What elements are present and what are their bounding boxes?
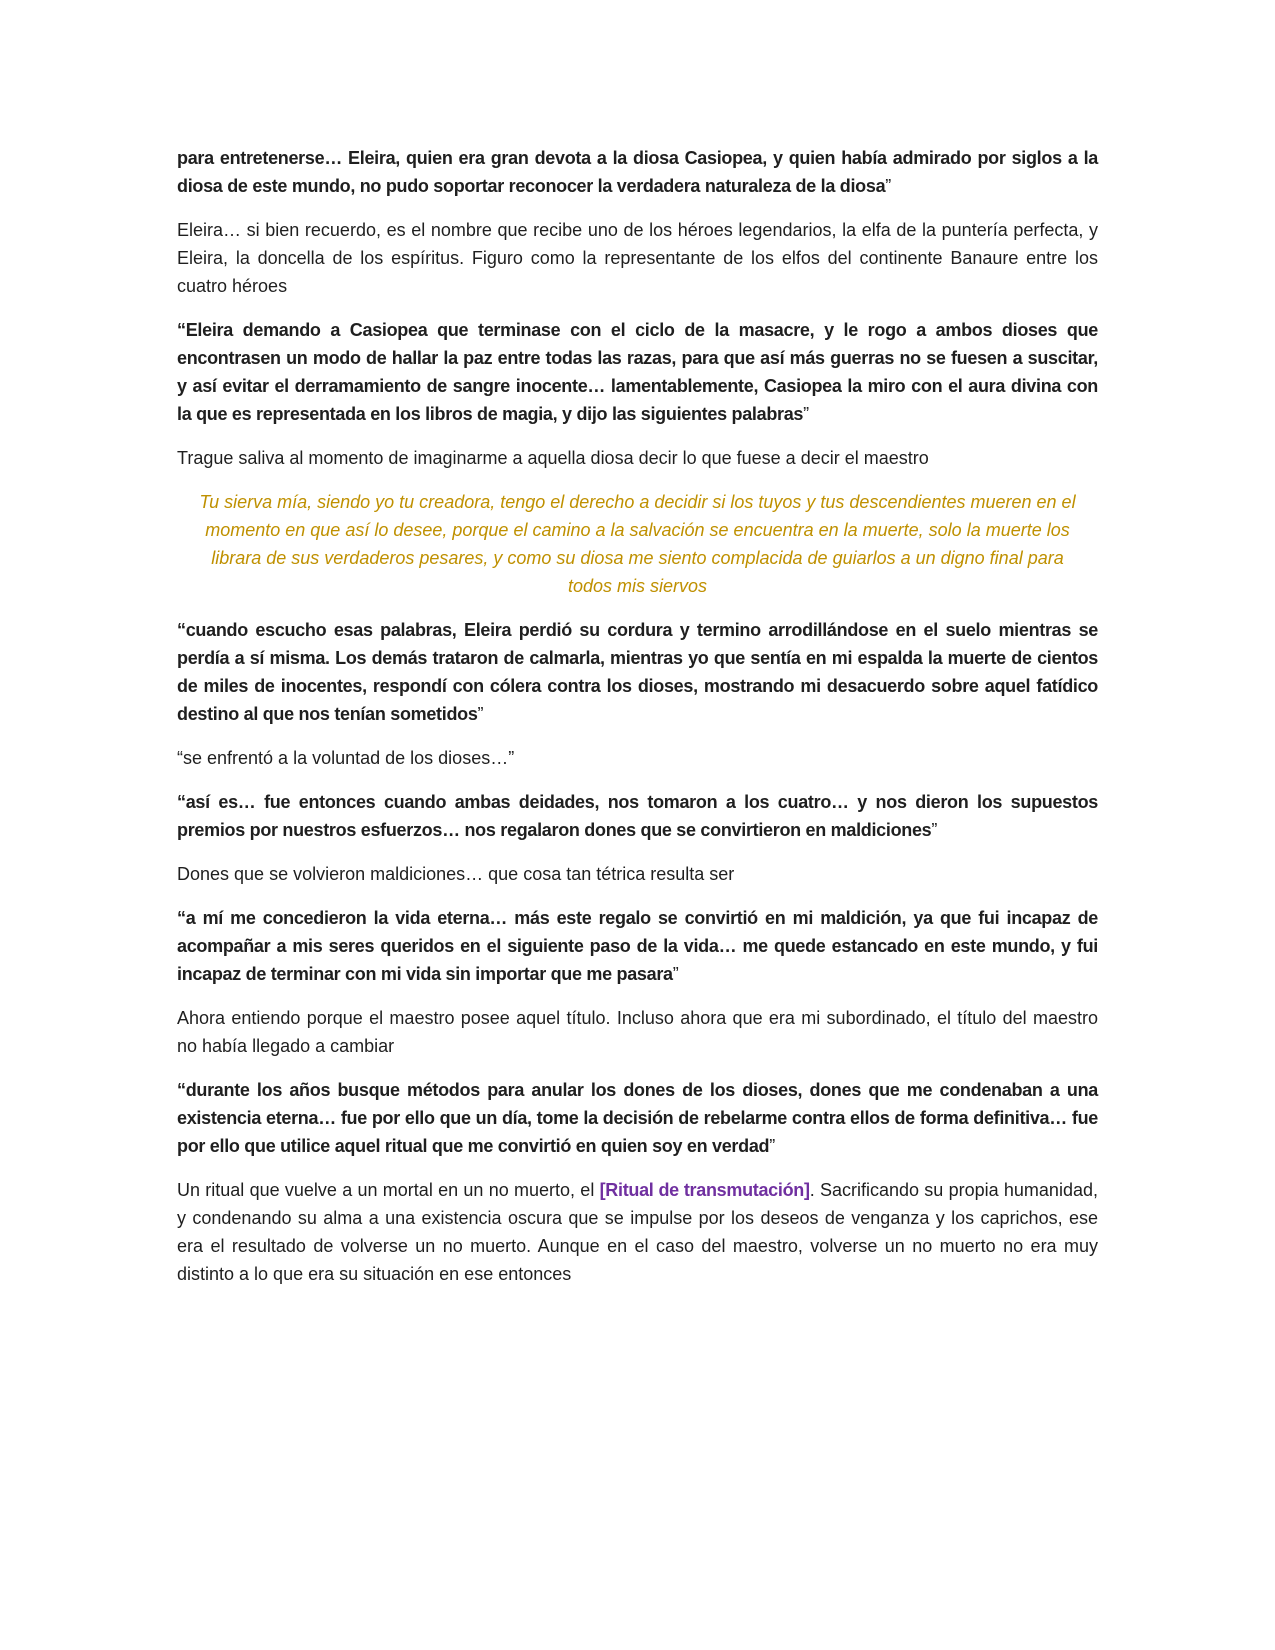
text-run: . Sacrificando su propia humanidad, y condenando su alma a una existencia oscura que se impulse por los deseos de venganza y los caprichos, ese era el resultado de volverse un no muerto. Aunque en el caso del maestro, volverse un no muerto no era muy distinto a lo que era su situación en ese entonces — [177, 1180, 1098, 1284]
paragraph-2 — [177, 216, 1098, 300]
paragraph-6 — [177, 616, 1098, 728]
text-run: ” — [672, 964, 679, 984]
text-run: Un ritual que vuelve a un mortal en un no muerto, el — [177, 1180, 600, 1200]
text-run: ” — [931, 820, 938, 840]
paragraph-13 — [177, 1176, 1098, 1288]
text-run: “Eleira demando a Casiopea que terminase con el ciclo de la masacre, y le rogo a ambos dioses que encontrasen un modo de hallar la paz entre todas las razas, para que así más guerras no se fuesen a suscitar, y así evitar el derramamiento de sangre inocente… lamentablemente, Casiopea la miro con el aura divina con la que es representada en los libros de magia, y dijo las siguientes palabras — [177, 320, 1098, 424]
text-run: “se enfrentó a la voluntad de los dioses…” — [177, 748, 515, 768]
paragraph-4 — [177, 444, 1098, 472]
text-run: ” — [803, 404, 810, 424]
paragraph-10 — [177, 904, 1098, 988]
text-run: ” — [885, 176, 892, 196]
text-run: Eleira… si bien recuerdo, es el nombre que recibe uno de los héroes legendarios, la elfa de la puntería perfecta, y Eleira, la doncella de los espíritus. Figuro como la representante de los elfos del continente Banaure entre los cuatro héroes — [177, 220, 1098, 296]
paragraph-1 — [177, 144, 1098, 200]
ritual-term: [Ritual de transmutación] — [599, 1180, 810, 1200]
paragraph-12 — [177, 1076, 1098, 1160]
paragraph-8 — [177, 788, 1098, 844]
text-run: “a mí me concedieron la vida eterna… más este regalo se convirtió en mi maldición, ya que fui incapaz de acompañar a mis seres queridos en el siguiente paso de la vida… me quede estancado en este mundo, y fui incapaz de terminar con mi vida sin importar que me pasara — [177, 908, 1098, 984]
paragraph-11 — [177, 1004, 1098, 1060]
paragraph-9 — [177, 860, 1098, 888]
text-run: Ahora entiendo porque el maestro posee aquel título. Incluso ahora que era mi subordinado, el título del maestro no había llegado a cambiar — [177, 1008, 1098, 1056]
divine-speech-paragraph — [177, 488, 1098, 600]
text-run: “cuando escucho esas palabras, Eleira perdió su cordura y termino arrodillándose en el suelo mientras se perdía a sí misma. Los demás trataron de calmarla, mientras yo que sentía en mi espalda la muerte de cientos de miles de inocentes, respondí con cólera contra los dioses, mostrando mi desacuerdo sobre aquel fatídico destino al que nos tenían sometidos — [177, 620, 1098, 724]
text-run: “durante los años busque métodos para anular los dones de los dioses, dones que me condenaban a una existencia eterna… fue por ello que un día, tome la decisión de rebelarme contra ellos de forma definitiva… fue por ello que utilice aquel ritual que me convirtió en quien soy en verdad — [177, 1080, 1098, 1156]
text-run: ” — [769, 1136, 776, 1156]
text-run: Tu sierva mía, siendo yo tu creadora, tengo el derecho a decidir si los tuyos y tus descendientes mueren en el momento en que así lo desee, porque el camino a la salvación se encuentra en la muerte, solo la muerte los librara de sus verdaderos pesares, y como su diosa me siento complacida de guiarlos a un digno final para todos mis siervos — [199, 492, 1076, 596]
text-run: “así es… fue entonces cuando ambas deidades, nos tomaron a los cuatro… y nos dieron los supuestos premios por nuestros esfuerzos… nos regalaron dones que se convirtieron en maldiciones — [177, 792, 1098, 840]
paragraph-7 — [177, 744, 1098, 772]
document-body — [177, 144, 1098, 1288]
paragraph-3 — [177, 316, 1098, 428]
text-run: Dones que se volvieron maldiciones… que cosa tan tétrica resulta ser — [177, 864, 735, 884]
text-run: ” — [477, 704, 484, 724]
text-run: Trague saliva al momento de imaginarme a aquella diosa decir lo que fuese a decir el maestro — [177, 448, 929, 468]
text-run: para entretenerse… Eleira, quien era gran devota a la diosa Casiopea, y quien había admirado por siglos a la diosa de este mundo, no pudo soportar reconocer la verdadera naturaleza de la diosa — [177, 148, 1098, 196]
